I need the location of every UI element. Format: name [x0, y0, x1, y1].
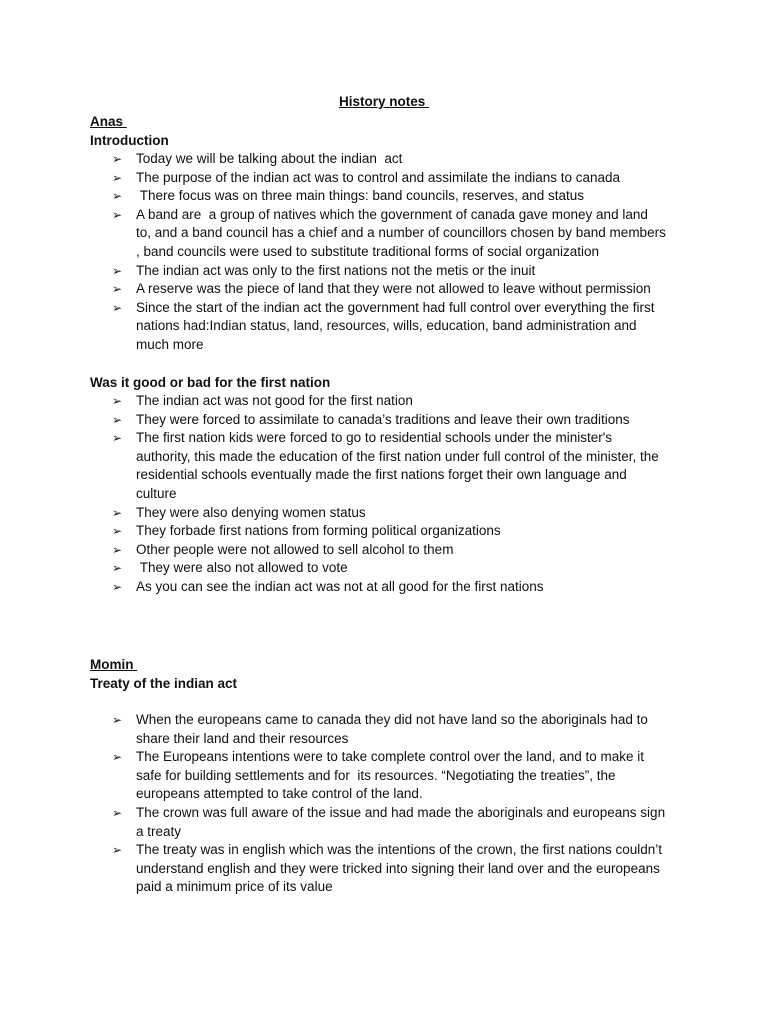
list-item: [90, 559, 690, 578]
list-item: [90, 169, 690, 188]
list-item-text: The indian act was only to the first nations not the metis or the inuit: [136, 262, 536, 278]
arrow-bullet-icon: ➢: [112, 152, 123, 166]
list-item: [90, 187, 690, 206]
list-item: [90, 392, 690, 411]
arrow-bullet-icon: ➢: [112, 843, 123, 858]
heading-treaty: Treaty of the indian act: [90, 676, 238, 691]
arrow-bullet-icon: ➢: [112, 805, 123, 820]
list-item-text: They forbade first nations from forming political organizations: [136, 523, 501, 539]
arrow-bullet-icon: ➢: [112, 300, 123, 315]
list-item: [90, 578, 690, 597]
list-item-text: A band are a group of natives which the government of canada gave money and land to, and a band council has a chief and a number of councillors chosen by band members , band councils were used to substitute traditional forms of social organization: [136, 206, 666, 259]
list-item-text: They were also not allowed to vote: [136, 560, 348, 576]
arrow-bullet-icon: ➢: [112, 579, 123, 594]
section-momin: [90, 655, 690, 897]
arrow-bullet-icon: ➢: [112, 524, 123, 539]
arrow-bullet-icon: ➢: [112, 207, 123, 222]
heading-good-or-bad: Was it good or bad for the first nation: [90, 375, 331, 390]
list-item-text: The treaty was in english which was the intentions of the crown, the first nations couldn’t understand english and they were tricked into signing their land over and the europeans paid a minimum price of its value: [136, 842, 663, 895]
arrow-bullet-icon: ➢: [112, 282, 123, 297]
good-or-bad-list: [90, 392, 690, 597]
arrow-bullet-icon: ➢: [112, 412, 123, 427]
list-item-text: The crown was full aware of the issue and had made the aboriginals and europeans sign a treaty: [136, 804, 666, 839]
list-item: [90, 711, 690, 748]
list-item-text: There focus was on three main things: band councils, reserves, and status: [136, 188, 584, 204]
arrow-bullet-icon: ➢: [112, 561, 123, 576]
arrow-bullet-icon: ➢: [112, 542, 123, 557]
page-title: [0, 93, 768, 110]
list-item: [90, 429, 690, 503]
list-item: [90, 411, 690, 430]
treaty-list: [90, 711, 690, 897]
list-item: [90, 504, 690, 523]
list-item-text: They were also denying women status: [136, 504, 366, 520]
arrow-bullet-icon: ➢: [112, 505, 123, 520]
section-anas: [90, 112, 690, 355]
arrow-bullet-icon: ➢: [112, 394, 123, 408]
list-item-text: They were forced to assimilate to canada’s traditions and leave their own traditions: [136, 411, 630, 427]
author-anas: Anas: [90, 114, 127, 129]
section-good-or-bad: [90, 373, 690, 597]
list-item: [90, 280, 690, 299]
arrow-bullet-icon: ➢: [112, 713, 123, 727]
list-item: [90, 522, 690, 541]
spacer: [90, 693, 690, 711]
list-item: [90, 150, 690, 169]
arrow-bullet-icon: ➢: [112, 750, 123, 765]
list-item: [90, 541, 690, 560]
list-item-text: The indian act was not good for the first nation: [136, 393, 413, 408]
list-item-text: A reserve was the piece of land that they were not allowed to leave without permission: [136, 281, 651, 297]
list-item-text: Today we will be talking about the indian act: [136, 151, 403, 166]
list-item-text: The Europeans intentions were to take complete control over the land, and to make it safe for building settlements and for its resources. “Negotiating the treaties”, the europeans attempted to take control of the land.: [136, 749, 645, 802]
list-item: [90, 804, 690, 841]
list-item-text: The purpose of the indian act was to control and assimilate the indians to canada: [136, 169, 621, 185]
arrow-bullet-icon: ➢: [112, 170, 123, 185]
page-title-text: History notes: [338, 94, 430, 109]
list-item-text: The first nation kids were forced to go to residential schools under the minister's authority, this made the education of the first nation under full control of the minister, the residential schools eventually made the first nations forget their own language and culture: [136, 430, 659, 501]
list-item: [90, 206, 690, 262]
arrow-bullet-icon: ➢: [112, 189, 123, 204]
list-item-text: When the europeans came to canada they did not have land so the aboriginals had to share their land and their resources: [136, 712, 648, 746]
list-item: [90, 748, 690, 804]
list-item: [90, 262, 690, 281]
arrow-bullet-icon: ➢: [112, 263, 123, 278]
author-momin: Momin: [90, 657, 138, 672]
list-item: [90, 299, 690, 355]
list-item-text: As you can see the indian act was not at all good for the first nations: [136, 578, 544, 594]
list-item-text: Other people were not allowed to sell alcohol to them: [136, 541, 454, 557]
list-item-text: Since the start of the indian act the government had full control over everything the first nations had:Indian status, land, resources, wills, education, band administration and much more: [136, 299, 655, 352]
introduction-list: [90, 150, 690, 355]
heading-introduction: Introduction: [90, 133, 169, 148]
list-item: [90, 841, 690, 897]
arrow-bullet-icon: ➢: [112, 431, 123, 446]
